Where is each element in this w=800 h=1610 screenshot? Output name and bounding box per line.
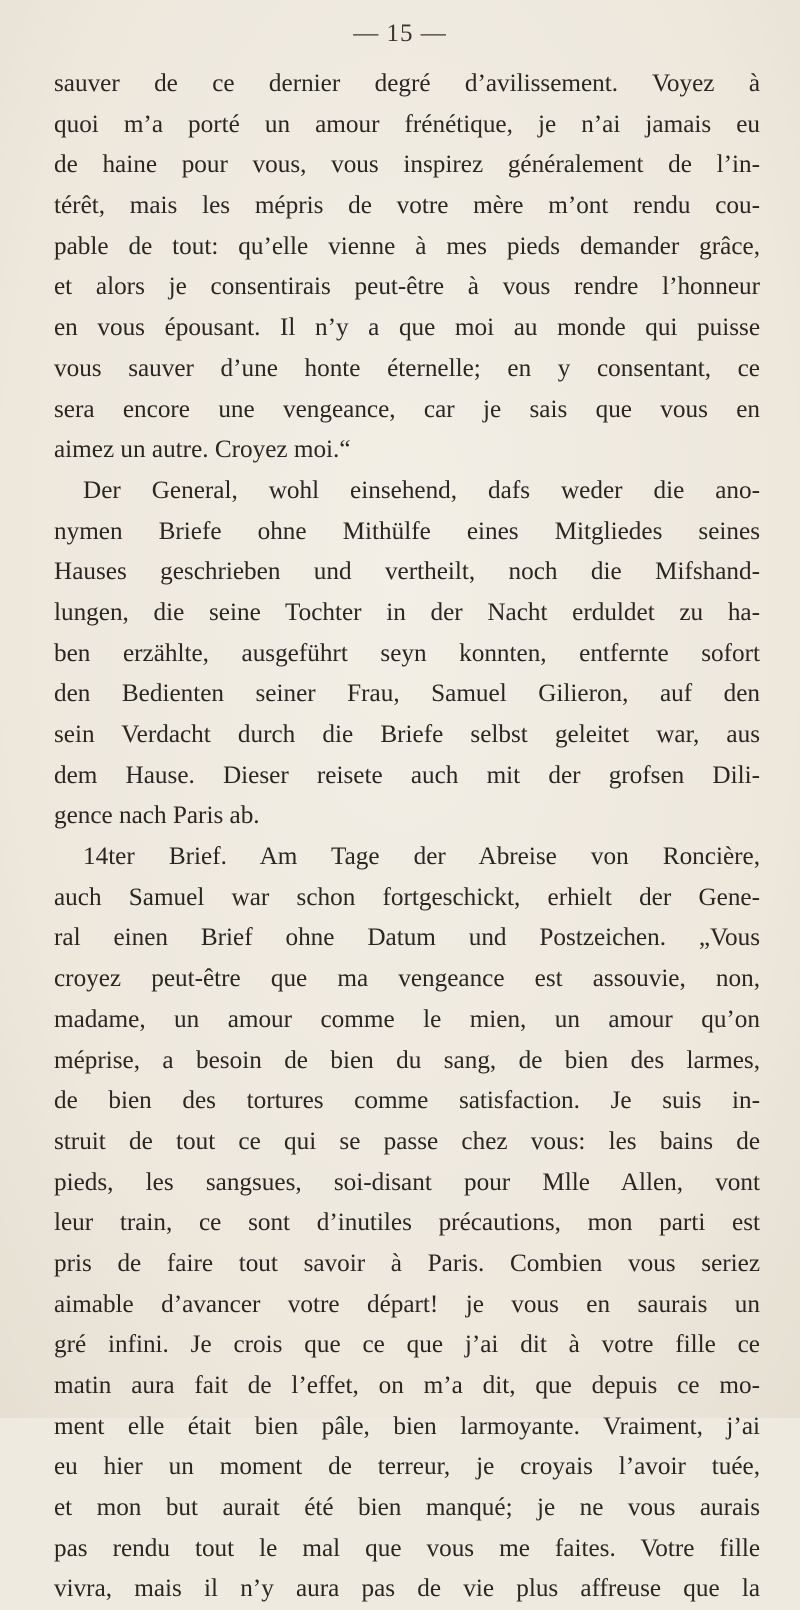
- text-line: sauver de ce dernier degré d’avilissement. Voyez à: [54, 70, 760, 97]
- text-line: matin aura fait de l’effet, on m’a dit, que depuis ce mo-: [54, 1372, 760, 1399]
- page-number: — 15 —: [353, 20, 447, 47]
- text-line: pas rendu tout le mal que vous me faites. Votre fille: [54, 1534, 760, 1562]
- text-line: méprise, a besoin de bien du sang, de bien des larmes,: [54, 1046, 760, 1074]
- text-line: de haine pour vous, vous inspirez généralement de l’in-: [54, 151, 760, 179]
- text-line: vivra, mais il n’y aura pas de vie plus affreuse que la: [54, 1575, 760, 1603]
- text-line: ment elle était bien pâle, bien larmoyante. Vraiment, j’ai: [54, 1412, 760, 1440]
- text-line: de bien des tortures comme satisfaction. Je suis in-: [54, 1087, 760, 1115]
- text-line: lungen, die seine Tochter in der Nacht erduldet zu ha-: [54, 598, 760, 626]
- text-line: madame, un amour comme le mien, un amour qu’on: [54, 1005, 760, 1033]
- text-line: vous sauver d’une honte éternelle; en y consentant, ce: [54, 354, 760, 382]
- text-line: pris de faire tout savoir à Paris. Combien vous seriez: [54, 1249, 760, 1277]
- text-line: quoi m’a porté un amour frénétique, je n’ai jamais eu: [54, 110, 760, 138]
- text-line: ben erzählte, ausgeführt seyn konnten, entfernte sofort: [54, 639, 760, 667]
- text-line: sein Verdacht durch die Briefe selbst geleitet war, aus: [54, 721, 760, 748]
- text-line-paragraph-start: Der General, wohl einsehend, dafs weder die ano-: [83, 476, 760, 504]
- text-line: Hauses geschrieben und vertheilt, noch die Mifshand-: [54, 558, 760, 586]
- text-line: térêt, mais les mépris de votre mère m’ont rendu cou-: [54, 192, 760, 220]
- text-line: croyez peut-être que ma vengeance est assouvie, non,: [54, 965, 760, 993]
- text-line: leur train, ce sont d’inutiles précautions, mon parti est: [54, 1209, 760, 1237]
- text-line: auch Samuel war schon fortgeschickt, erhielt der Gene-: [54, 883, 760, 911]
- text-line: gré infini. Je crois que ce que j’ai dit à votre fille ce: [54, 1331, 760, 1359]
- text-line: et alors je consentirais peut-être à vous rendre l’honneur: [54, 273, 760, 301]
- text-line-paragraph-start: 14ter Brief. Am Tage der Abreise von Roncière,: [83, 843, 760, 871]
- text-line: dem Hause. Dieser reisete auch mit der grofsen Dili-: [54, 761, 760, 789]
- text-line: nymen Briefe ohne Mithülfe eines Mitgliedes seines: [54, 517, 760, 545]
- text-line: den Bedienten seiner Frau, Samuel Gilieron, auf den: [54, 680, 760, 708]
- text-line: pable de tout: qu’elle vienne à mes pieds demander grâce,: [54, 232, 760, 260]
- text-line: et mon but aurait été bien manqué; je ne vous aurais: [54, 1494, 760, 1522]
- text-line: sera encore une vengeance, car je sais que vous en: [54, 395, 760, 423]
- text-line: eu hier un moment de terreur, je croyais l’avoir tuée,: [54, 1453, 760, 1481]
- text-line: ral einen Brief ohne Datum und Postzeichen. „Vous: [54, 924, 760, 952]
- text-line-paragraph-end: gence nach Paris ab.: [54, 802, 260, 830]
- text-line: en vous épousant. Il n’y a que moi au monde qui puisse: [54, 314, 760, 342]
- text-line-paragraph-end: aimez un autre. Croyez moi.“: [54, 436, 351, 464]
- text-line: pieds, les sangsues, soi-disant pour Mlle Allen, vont: [54, 1168, 760, 1196]
- page-text-body: [54, 64, 760, 1610]
- text-line: aimable d’avancer votre départ! je vous en saurais un: [54, 1290, 760, 1318]
- text-line: struit de tout ce qui se passe chez vous: les bains de: [54, 1127, 760, 1155]
